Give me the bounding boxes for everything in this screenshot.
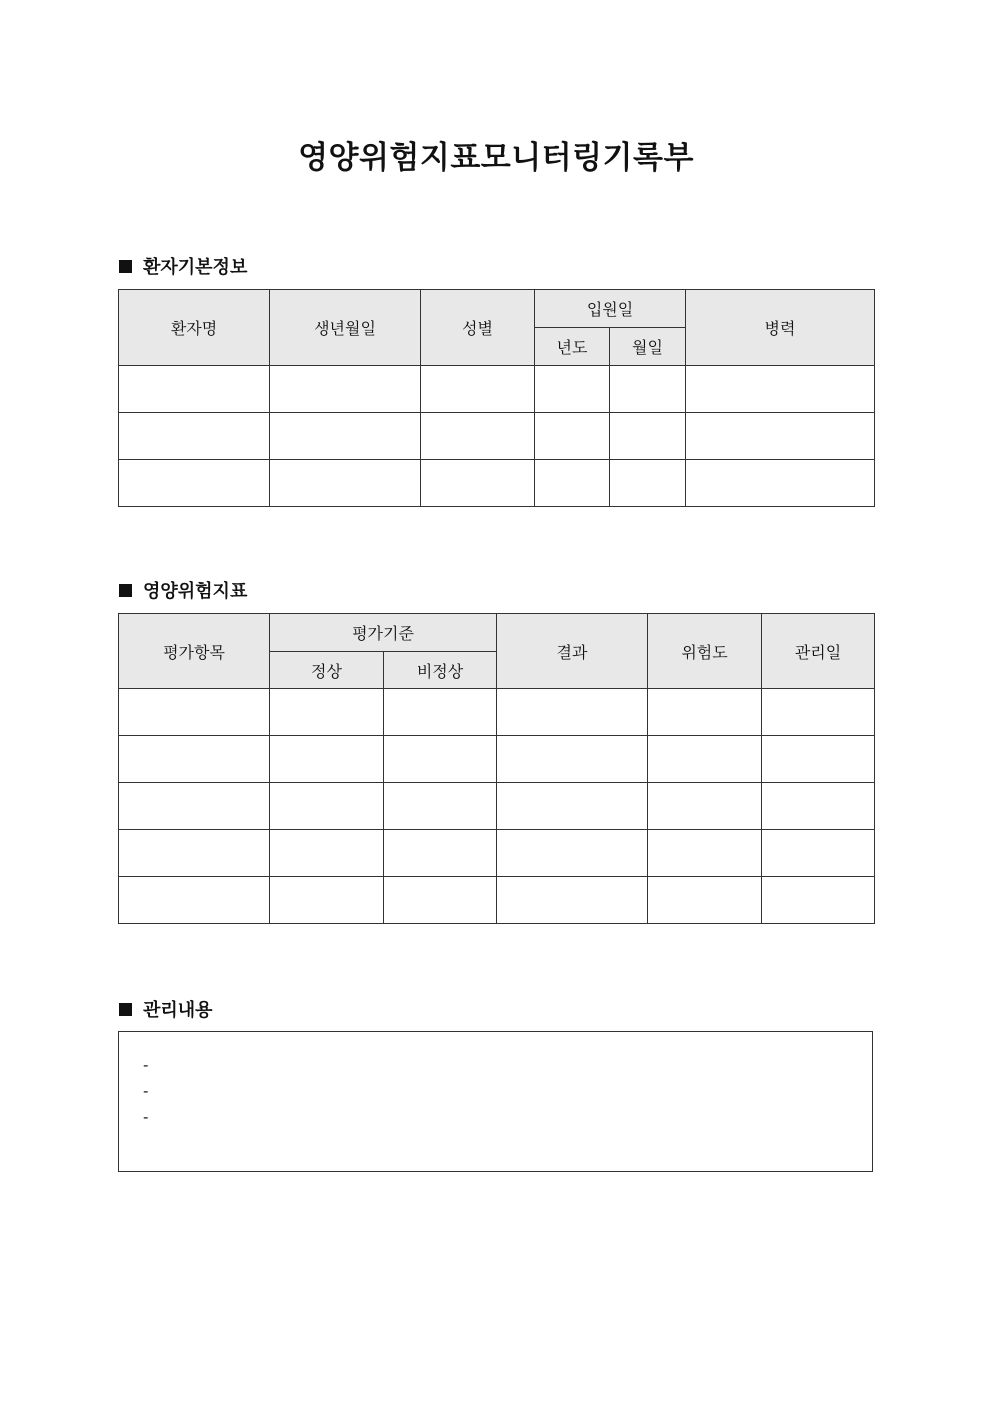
table-cell[interactable] <box>535 413 610 460</box>
table-cell[interactable] <box>610 366 686 413</box>
header-admission-date: 입원일 <box>535 290 686 328</box>
table-cell[interactable] <box>384 877 497 924</box>
table-cell[interactable] <box>610 460 686 507</box>
table-row <box>119 460 875 507</box>
header-risk-level: 위험도 <box>648 614 762 689</box>
management-note-line: - <box>143 1056 149 1074</box>
header-birth-date: 생년월일 <box>270 290 421 366</box>
table-row <box>119 366 875 413</box>
header-assessment-criteria: 평가기준 <box>270 614 497 652</box>
table-cell[interactable] <box>762 689 875 736</box>
table-cell[interactable] <box>535 366 610 413</box>
table-cell[interactable] <box>421 366 535 413</box>
management-section-title: 관리내용 <box>143 1000 213 1021</box>
risk-section-heading <box>119 577 247 603</box>
table-cell[interactable] <box>119 366 270 413</box>
management-notes-box[interactable] <box>118 1031 873 1172</box>
table-cell[interactable] <box>762 783 875 830</box>
table-cell[interactable] <box>270 689 384 736</box>
table-cell[interactable] <box>119 689 270 736</box>
table-cell[interactable] <box>686 460 875 507</box>
square-bullet-icon <box>119 584 132 597</box>
header-management-date: 관리일 <box>762 614 875 689</box>
management-note-line: - <box>143 1108 149 1126</box>
table-cell[interactable] <box>610 413 686 460</box>
header-gender: 성별 <box>421 290 535 366</box>
header-admission-month-day: 월일 <box>610 328 686 366</box>
document-title: 영양위험지표모니터링기록부 <box>298 140 694 176</box>
table-cell[interactable] <box>384 830 497 877</box>
table-cell[interactable] <box>270 366 421 413</box>
header-criteria-normal: 정상 <box>270 652 384 689</box>
table-cell[interactable] <box>270 830 384 877</box>
table-cell[interactable] <box>497 689 648 736</box>
table-cell[interactable] <box>762 877 875 924</box>
table-cell[interactable] <box>270 413 421 460</box>
table-row <box>119 689 875 736</box>
table-row <box>119 783 875 830</box>
table-cell[interactable] <box>648 736 762 783</box>
patient-section-title: 환자기본정보 <box>143 257 248 278</box>
table-cell[interactable] <box>421 413 535 460</box>
table-cell[interactable] <box>119 460 270 507</box>
table-cell[interactable] <box>648 877 762 924</box>
risk-section-title: 영양위험지표 <box>143 581 248 602</box>
table-cell[interactable] <box>119 736 270 783</box>
table-cell[interactable] <box>762 830 875 877</box>
square-bullet-icon <box>119 1003 132 1016</box>
table-cell[interactable] <box>119 413 270 460</box>
table-cell[interactable] <box>421 460 535 507</box>
patient-info-table <box>118 289 875 507</box>
table-cell[interactable] <box>497 830 648 877</box>
table-cell[interactable] <box>119 830 270 877</box>
table-cell[interactable] <box>119 877 270 924</box>
table-cell[interactable] <box>384 783 497 830</box>
table-row <box>119 736 875 783</box>
patient-section-heading <box>119 253 247 279</box>
management-note-line: - <box>143 1082 149 1100</box>
header-criteria-abnormal: 비정상 <box>384 652 497 689</box>
table-cell[interactable] <box>384 689 497 736</box>
table-cell[interactable] <box>384 736 497 783</box>
table-cell[interactable] <box>648 783 762 830</box>
table-row <box>119 413 875 460</box>
table-row <box>119 877 875 924</box>
table-cell[interactable] <box>270 736 384 783</box>
management-section-heading <box>119 996 213 1022</box>
table-cell[interactable] <box>270 783 384 830</box>
table-cell[interactable] <box>497 783 648 830</box>
table-cell[interactable] <box>497 736 648 783</box>
table-cell[interactable] <box>648 689 762 736</box>
table-row <box>119 830 875 877</box>
square-bullet-icon <box>119 260 132 273</box>
header-admission-year: 년도 <box>535 328 610 366</box>
risk-indicator-table <box>118 613 875 924</box>
table-cell[interactable] <box>686 413 875 460</box>
table-cell[interactable] <box>686 366 875 413</box>
table-cell[interactable] <box>497 877 648 924</box>
table-cell[interactable] <box>270 460 421 507</box>
table-cell[interactable] <box>119 783 270 830</box>
header-assessment-item: 평가항목 <box>119 614 270 689</box>
header-patient-name: 환자명 <box>119 290 270 366</box>
header-result: 결과 <box>497 614 648 689</box>
table-cell[interactable] <box>270 877 384 924</box>
table-cell[interactable] <box>648 830 762 877</box>
header-medical-history: 병력 <box>686 290 875 366</box>
table-cell[interactable] <box>535 460 610 507</box>
table-cell[interactable] <box>762 736 875 783</box>
